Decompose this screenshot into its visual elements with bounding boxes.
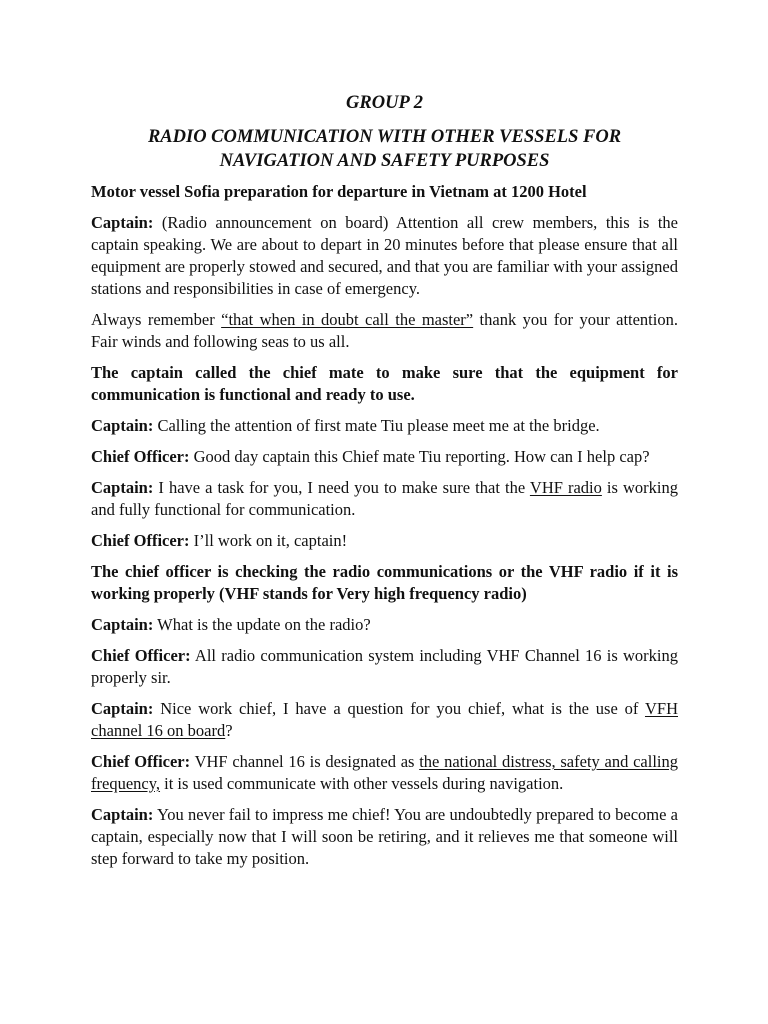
paragraph-chief-answer <box>91 751 678 795</box>
dialogue-text: Always remember <box>91 310 222 329</box>
dialogue-text: Good day captain this Chief mate Tiu reporting. How can I help cap? <box>189 447 650 466</box>
dialogue-text: I’ll work on it, captain! <box>189 531 348 550</box>
underlined-term: VFH channel 16 on board <box>91 699 678 740</box>
scene-intro: Motor vessel Sofia preparation for departure in Vietnam at 1200 Hotel <box>91 182 587 201</box>
stage-note-2: The chief officer is checking the radio communications or the VHF radio if it is working properly (VHF stands for Very high frequency radio) <box>91 562 678 603</box>
speaker-label: Chief Officer: <box>91 752 191 771</box>
dialogue-text: All radio communication system including VHF Channel 16 is working properly sir. <box>91 646 678 687</box>
speaker-label: Captain: <box>91 699 154 718</box>
speaker-label: Captain: <box>91 416 154 435</box>
dialogue-text: ? <box>225 721 233 740</box>
dialogue-text: it is used communicate with other vessels during navigation. <box>160 774 564 793</box>
title-line-1: RADIO COMMUNICATION WITH OTHER VESSELS FOR <box>147 127 622 147</box>
speaker-label: Captain: <box>91 478 154 497</box>
speaker-label: Captain: <box>91 615 154 634</box>
paragraph-chief-ack <box>91 530 678 552</box>
document-page <box>91 91 678 879</box>
paragraph-chief-greeting <box>91 446 678 468</box>
dialogue-text: VHF channel 16 is designated as <box>190 752 420 771</box>
dialogue-text: Nice work chief, I have a question for you chief, what is the use of <box>153 699 645 718</box>
underlined-term: the national distress, safety and calling frequency, <box>91 752 678 793</box>
speaker-label: Chief Officer: <box>91 646 191 665</box>
underlined-term: VHF radio <box>529 478 602 497</box>
paragraph-reminder <box>91 309 678 353</box>
document-title <box>91 125 678 173</box>
group-heading: GROUP 2 <box>346 93 423 113</box>
paragraph-captain-announcement <box>91 212 678 300</box>
underlined-quote: “that when in doubt call the master” <box>221 310 474 329</box>
paragraph-captain-task <box>91 477 678 521</box>
dialogue-text: thank you for your attention. Fair winds and following seas to us all. <box>91 310 678 351</box>
speaker-label: Chief Officer: <box>91 447 190 466</box>
speaker-label: Captain: <box>91 213 154 232</box>
dialogue-text: (Radio announcement on board) Attention all crew members, this is the captain speaking. We are about to depart in 20 minutes before that please ensure that all equipment are properly stowed and secured, and that you are familiar with your assigned stations and responsibilities in case of emergency. <box>91 213 678 298</box>
speaker-label: Chief Officer: <box>91 531 190 550</box>
dialogue-text: What is the update on the radio? <box>153 615 371 634</box>
title-line-2: NAVIGATION AND SAFETY PURPOSES <box>219 151 550 171</box>
dialogue-text: I have a task for you, I need you to make sure that the <box>153 478 530 497</box>
dialogue-text: Calling the attention of first mate Tiu please meet me at the bridge. <box>153 416 600 435</box>
paragraph-chief-report <box>91 645 678 689</box>
paragraph-captain-call <box>91 415 678 437</box>
dialogue-text: You never fail to impress me chief! You are undoubtedly prepared to become a captain, especially now that I will soon be retiring, and it relieves me that someone will step forward to take my position. <box>91 805 678 868</box>
dialogue-text: is working and fully functional for communication. <box>91 478 678 519</box>
speaker-label: Captain: <box>91 805 154 824</box>
paragraph-captain-praise <box>91 804 678 870</box>
stage-note-1: The captain called the chief mate to make sure that the equipment for communication is functional and ready to use. <box>91 363 678 404</box>
paragraph-captain-question <box>91 698 678 742</box>
paragraph-captain-update <box>91 614 678 636</box>
